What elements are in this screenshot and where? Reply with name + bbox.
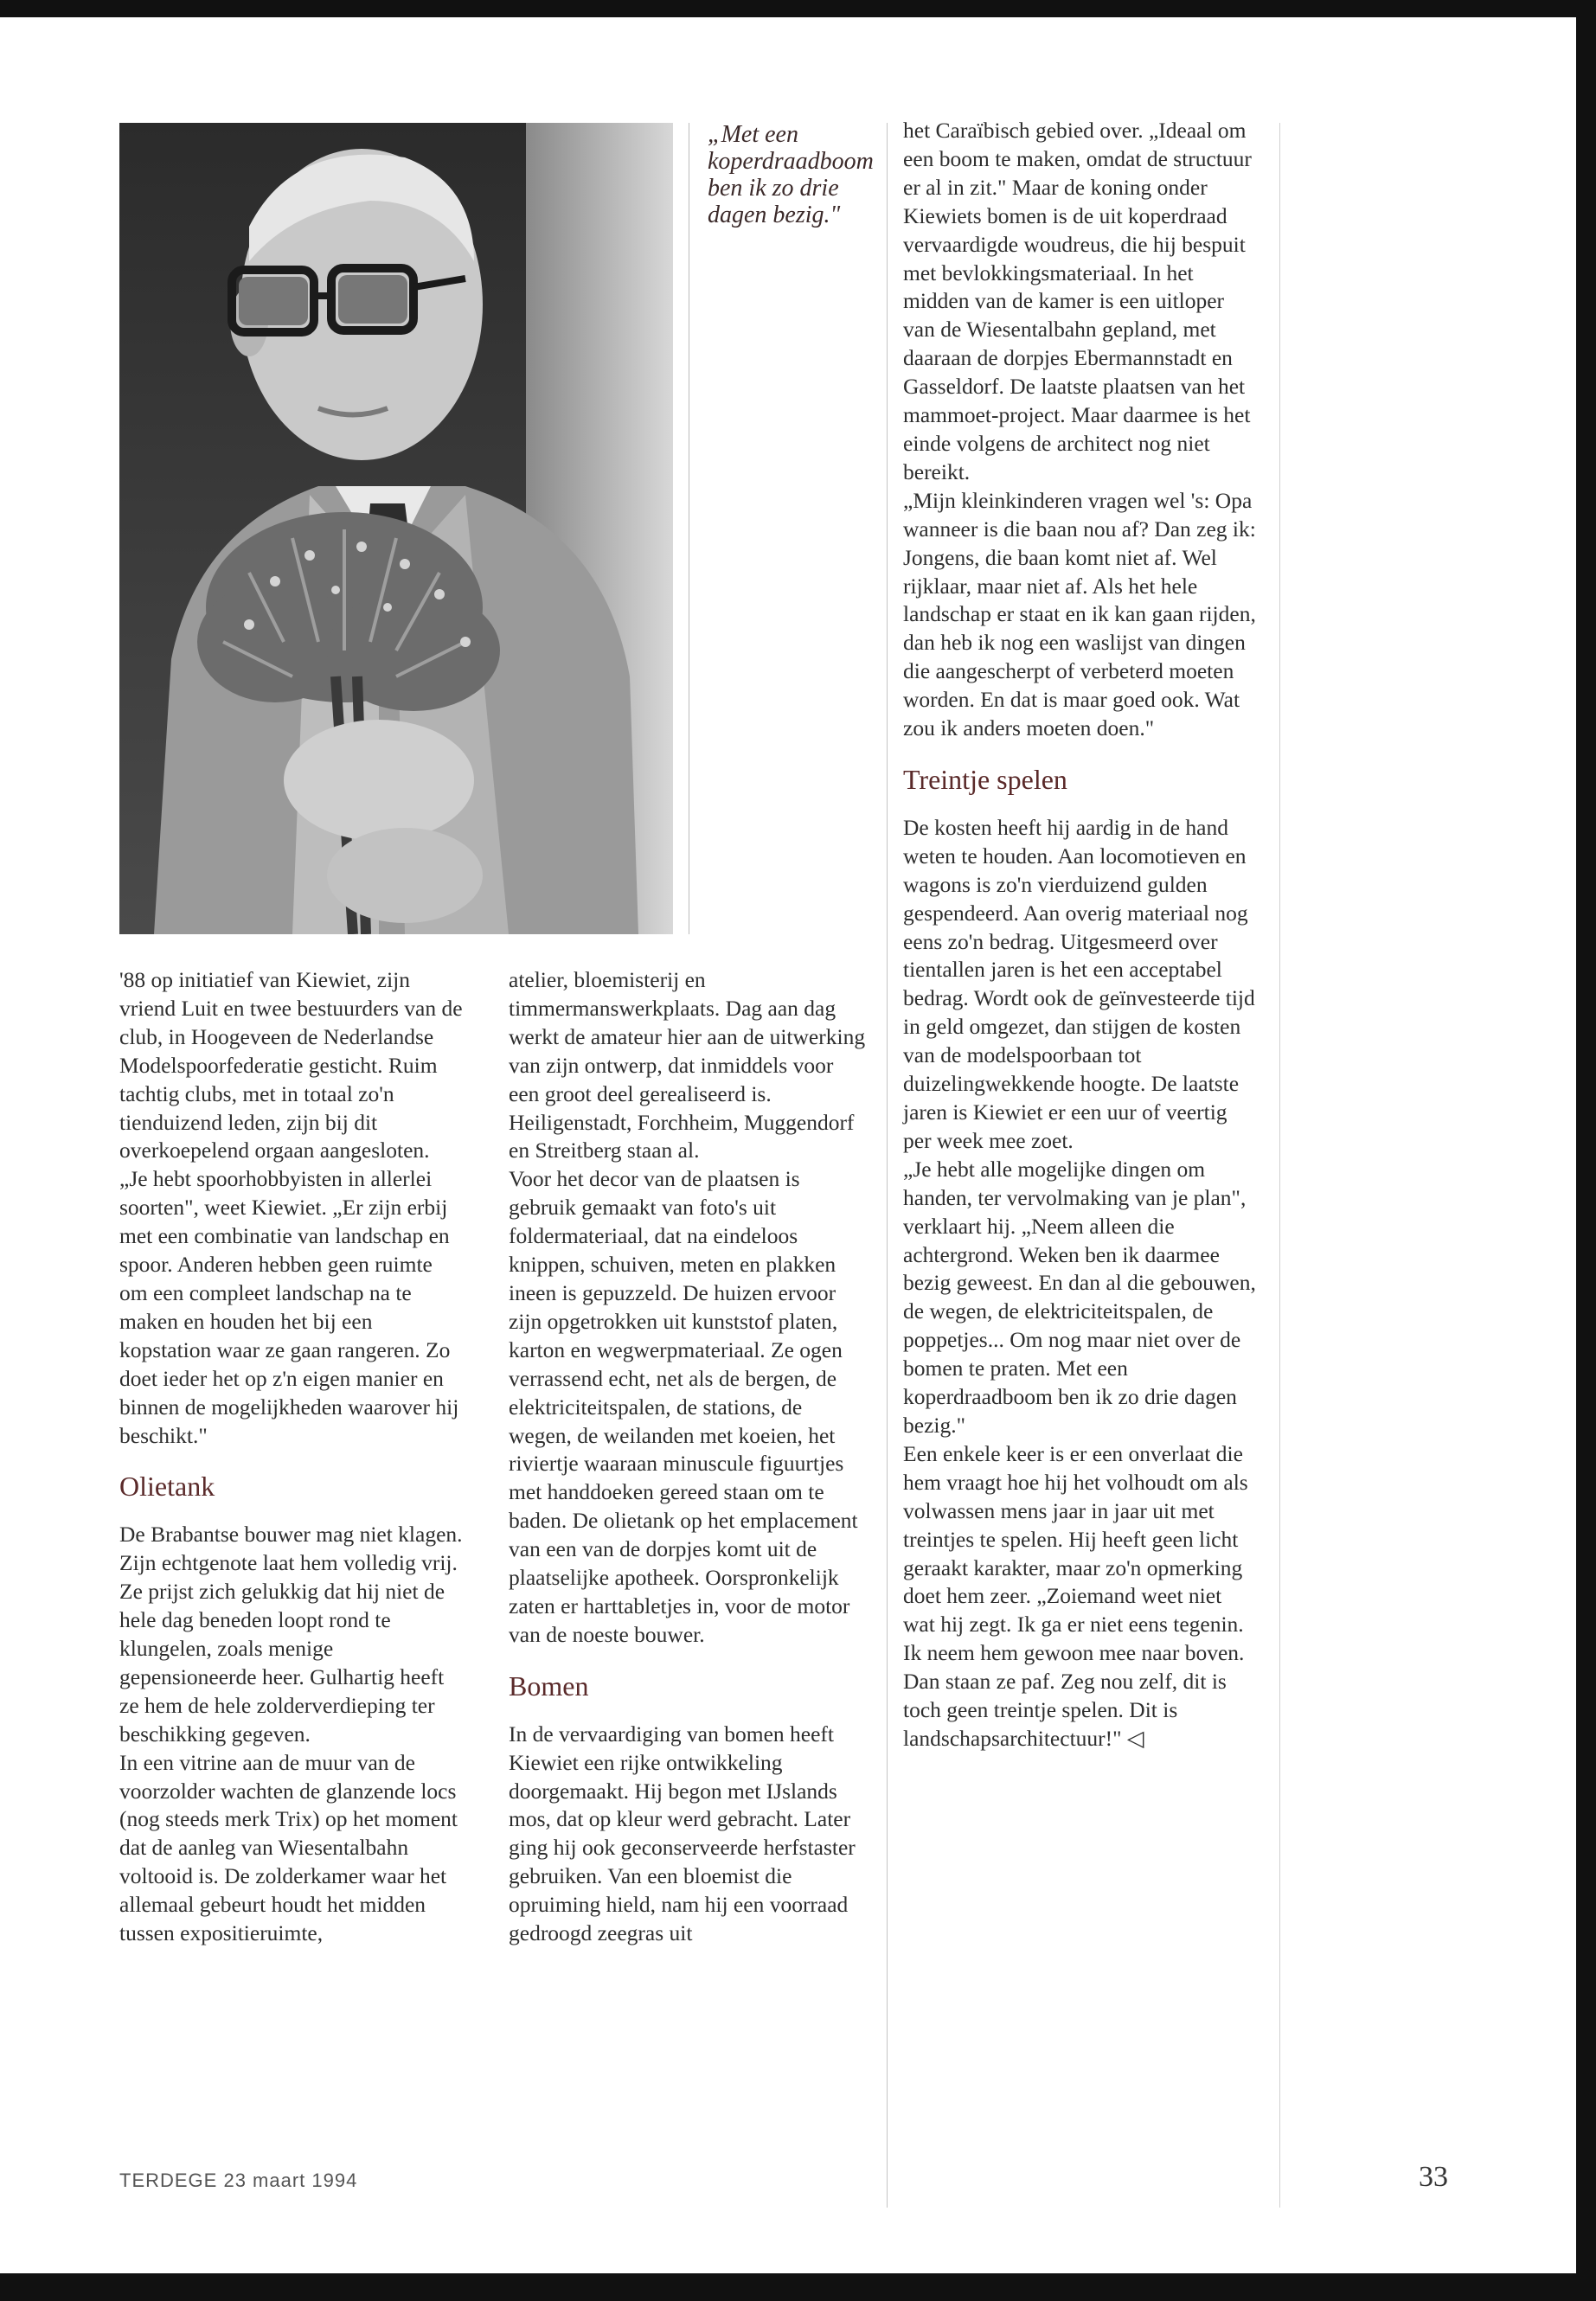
section-heading: Treintje spelen bbox=[903, 763, 1067, 795]
paragraph: het Caraïbisch gebied over. „Ideaal om een boom te maken, omdat de structuur er al in zit." Maar de koning onder Kiewiets bomen is de uit koperdraad vervaardigde woudreus, die hij bespuit met bevlokkingsmateriaal. In het midden van de kamer is een uitloper van de Wiesentalbahn gepland, met daaraan de dorpjes Ebermannstadt en Gasseldorf. De laatste plaatsen van het mammoet-project. Maar daarmee is het einde volgens de architect nog niet bereikt. bbox=[903, 118, 1252, 484]
portrait-photo bbox=[119, 123, 673, 934]
paragraph: In een vitrine aan de muur van de voorzolder wachten de glanzende locs (nog steeds merk Trix) op het moment dat de aanleg van Wiesentalbahn voltooid is. De zolderkamer waar het allemaal gebeurt houdt het midden tussen expositieruimte, bbox=[119, 1749, 458, 1946]
article-column-1 bbox=[119, 966, 464, 1948]
paragraph: atelier, bloemisterij en timmermanswerkplaats. Dag aan dag werkt de amateur hier aan de uitwerking van zijn ontwerp, dat inmiddels voor een groot deel gerealiseerd is. Heiligenstadt, Forchheim, Muggendorf en Streitberg staan al. bbox=[509, 967, 866, 1163]
section-heading: Olietank bbox=[119, 1471, 215, 1503]
pull-quote: „Met een koperdraadboom ben ik zo drie dagen bezig." bbox=[708, 121, 874, 228]
section-heading: Bomen bbox=[509, 1670, 589, 1702]
article-column-3 bbox=[903, 117, 1258, 1753]
paragraph: Een enkele keer is er een onverlaat die hem vraagt hoe hij het volhoudt om als volwassen mens jaar in jaar uit met treintjes te spelen. Hij heeft geen licht geraakt karakter, maar zo'n opmerking doet hem zeer. „Zoiemand weet niet wat hij zegt. Ik ga er niet eens tegenin. Ik neem hem gewoon mee naar boven. Dan staan ze paf. Zeg nou zelf, dit is toch geen treintje spelen. Dit is landschapsarchitectuur!" ◁ bbox=[903, 1440, 1248, 1751]
paragraph: De kosten heeft hij aardig in de hand weten te houden. Aan locomotieven en wagons is zo'n vierduizend gulden gespendeerd. Aan overig materiaal nog eens zo'n bedrag. Uitgesmeerd over tientallen jaren is het een acceptabel bedrag. Wordt ook de geïnvesteerde tijd in geld omgezet, dan stijgen de kosten van de modelspoorbaan tot duizelingwekkende hoogte. De laatste jaren is Kiewiet er een uur of veertig per week mee zoet. bbox=[903, 814, 1255, 1153]
scan-border-bottom bbox=[0, 2273, 1596, 2301]
scan-border-right bbox=[1576, 0, 1596, 2301]
paragraph: „Je hebt alle mogelijke dingen om handen, ter vervolmaking van je plan", verklaart hij. „Neem alleen die achtergrond. Weken ben ik daarmee bezig geweest. En dan al die gebouwen, de wegen, de elektriciteitspalen, de poppetjes... Om nog maar niet over de bomen te praten. Met een koperdraadboom ben ik zo drie dagen bezig." bbox=[903, 1156, 1256, 1438]
column-rule bbox=[1279, 123, 1280, 2208]
paragraph: „Mijn kleinkinderen vragen wel 's: Opa wanneer is die baan nou af? Dan zeg ik: Jongens, die baan komt niet af. Wel rijklaar, maar niet af. Als het hele landschap er staat en ik kan gaan rijden, dan heb ik nog een waslijst van dingen die aangescherpt of verbeterd moeten worden. En dat is maar goed ook. Wat zou ik anders moeten doen." bbox=[903, 487, 1256, 741]
paragraph: In de vervaardiging van bomen heeft Kiewiet een rijke ontwikkeling doorgemaakt. Hij begon met IJslands mos, dat op kleur werd gebracht. Later ging hij ook geconserveerde herfstaster gebruiken. Van een bloemist die opruiming hield, nam hij een voorraad gedroogd zeegras uit bbox=[509, 1721, 856, 1946]
publication-footer: TERDEGE 23 maart 1994 bbox=[119, 2170, 358, 2191]
scan-border-top bbox=[0, 0, 1596, 17]
paragraph: '88 op initiatief van Kiewiet, zijn vriend Luit en twee bestuurders van de club, in Hoogeveen de Nederlandse Modelspoorfederatie gesticht. Ruim tachtig clubs, met in totaal zo'n tienduizend leden, zijn bij dit overkoepelend orgaan aangesloten. bbox=[119, 967, 463, 1163]
page-number: 33 bbox=[1419, 2161, 1448, 2193]
column-rule bbox=[887, 123, 888, 2208]
paragraph: Voor het decor van de plaatsen is gebruik gemaakt van foto's uit foldermateriaal, dat na eindeloos knippen, schuiven, meten en plakken ineen is gepuzzeld. De huizen ervoor zijn opgetrokken uit kunststof platen, karton en wegwerpmateriaal. Ze ogen verrassend echt, net als de bergen, de elektriciteitspalen, de stations, de wegen, de weilanden met koeien, het riviertje waaraan minuscule figuurtjes met handdoeken gereed staan om te baden. De olietank op het emplacement van een van de dorpjes komt uit de plaatselijke apotheek. Oorspronkelijk zaten er harttabletjes in, voor de motor van de noeste bouwer. bbox=[509, 1166, 858, 1647]
paragraph: „Je hebt spoorhobbyisten in allerlei soorten", weet Kiewiet. „Er zijn erbij met een combinatie van landschap en spoor. Anderen hebben geen ruimte om een compleet landschap na te maken en houden het bij een kopstation waar ze gaan rangeren. Zo doet ieder het op z'n eigen manier en binnen de mogelijkheden waarover hij beschikt." bbox=[119, 1166, 459, 1448]
article-column-2 bbox=[509, 966, 869, 1948]
paragraph: De Brabantse bouwer mag niet klagen. Zijn echtgenote laat hem volledig vrij. Ze prijst zich gelukkig dat hij niet de hele dag beneden loopt rond te klungelen, zoals menige gepensioneerde heer. Gulhartig heeft ze hem de hele zolderverdieping ter beschikking gegeven. bbox=[119, 1522, 463, 1747]
